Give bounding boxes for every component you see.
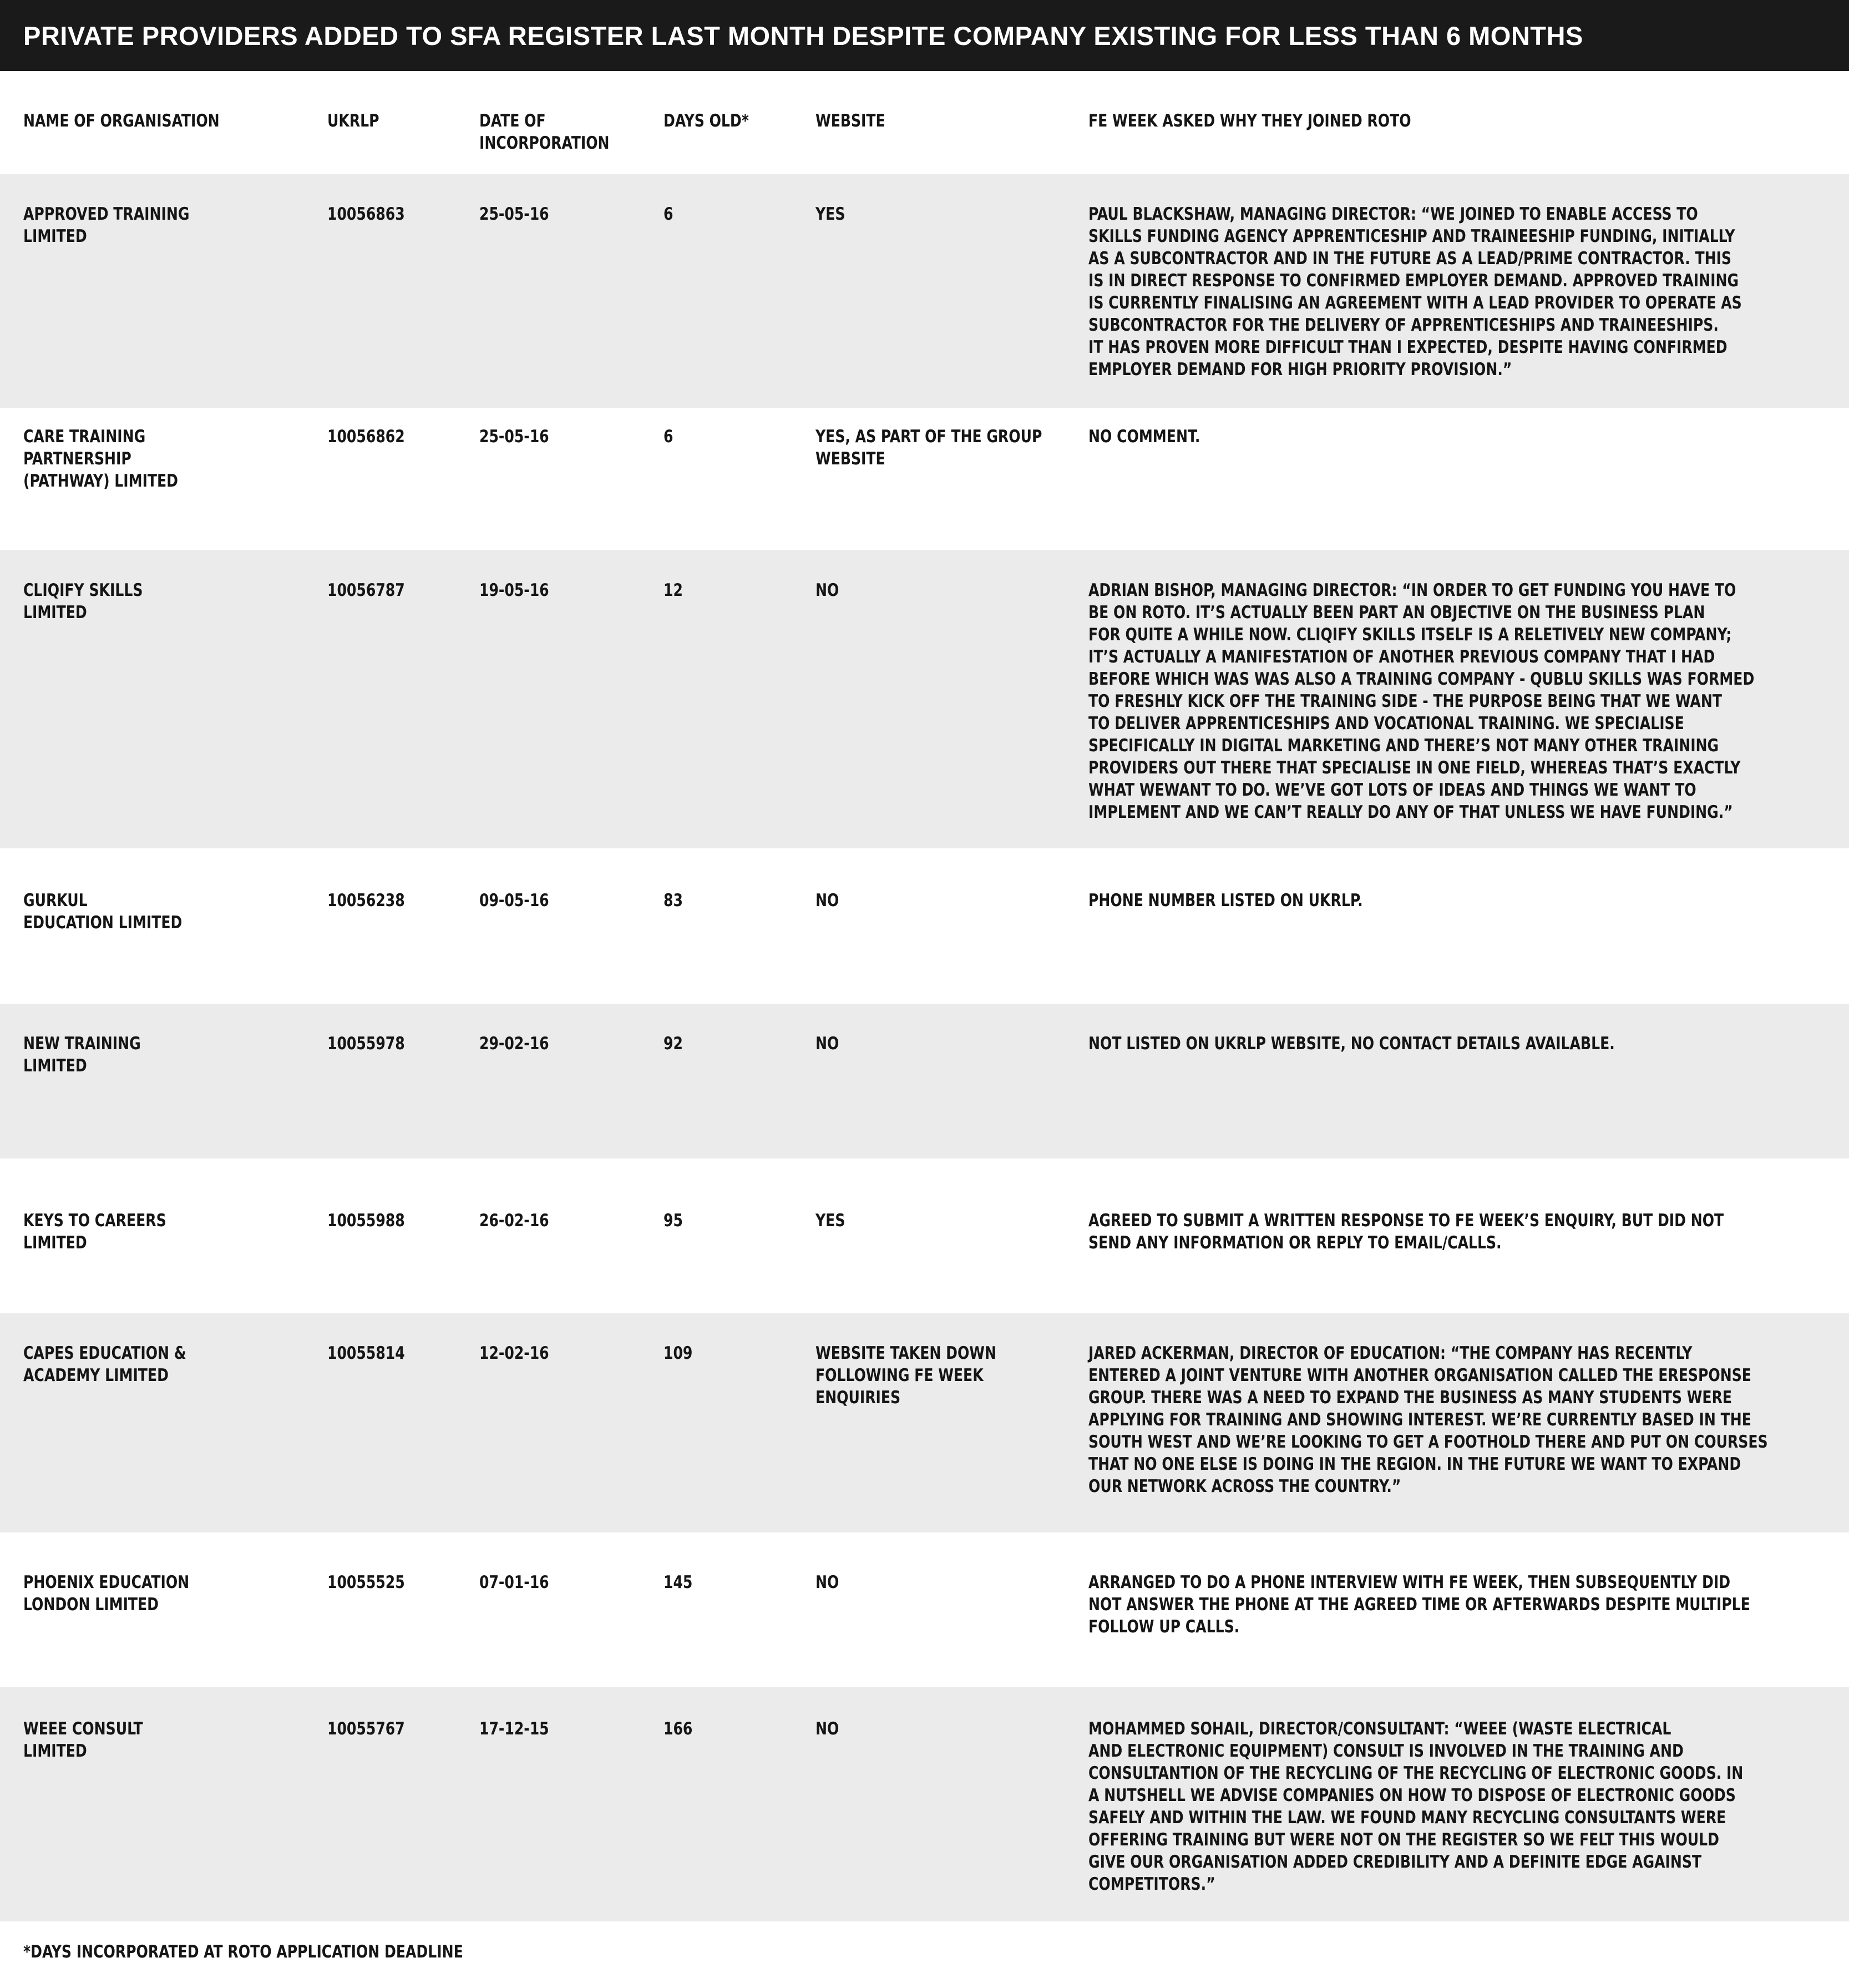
cell-ukrlp: 10056862 bbox=[327, 427, 405, 447]
cell-website: NO bbox=[815, 1719, 839, 1739]
cell-website: NO bbox=[815, 580, 839, 600]
cell-date: 19-05-16 bbox=[479, 580, 549, 600]
cell-comment: JARED ACKERMAN, DIRECTOR OF EDUCATION: “THE COMPANY HAS RECENTLY ENTERED A JOINT VENTURE WITH ANOTHER ORGANISATION CALLED THE ERESPONSE GROUP. THERE WAS A NEED TO EXPAND THE BUSINESS AS MANY STUDENTS WERE APPLYING FOR TRAINING AND SHOWING INTEREST. WE’RE CURRENTLY BASED IN THE SOUTH WEST AND WE’RE LOOKING TO GET A FOOTHOLD THERE AND PUT ON COURSES THAT NO ONE ELSE IS DOING IN THE REGION. IN THE FUTURE WE WANT TO EXPAND OUR NETWORK ACROSS THE COUNTRY.” bbox=[1088, 1343, 1768, 1496]
cell-organisation: GURKUL EDUCATION LIMITED bbox=[23, 891, 183, 933]
header-ukrlp: UKRLP bbox=[327, 111, 379, 131]
table-row bbox=[0, 174, 1849, 408]
cell-website: WEBSITE TAKEN DOWN FOLLOWING FE WEEK ENQUIRIES bbox=[815, 1343, 997, 1408]
cell-days-old: 12 bbox=[663, 580, 683, 600]
cell-ukrlp: 10056863 bbox=[327, 204, 405, 224]
cell-ukrlp: 10055767 bbox=[327, 1719, 405, 1739]
cell-comment: MOHAMMED SOHAIL, DIRECTOR/CONSULTANT: “WEEE (WASTE ELECTRICAL AND ELECTRONIC EQUIPMENT) CONSULT IS INVOLVED IN THE TRAINING AND CONSULTANTION OF THE RECYCLING OF THE RECYCLING OF ELECTRONIC GOODS. IN A NUTSHELL WE ADVISE COMPANIES ON HOW TO DISPOSE OF ELECTRONIC GOODS SAFELY AND WITHIN THE LAW. WE FOUND MANY RECYCLING CONSULTANTS WERE OFFERING TRAINING BUT WERE NOT ON THE REGISTER SO WE FELT THIS WOULD GIVE OUR ORGANISATION ADDED CREDIBILITY AND A DEFINITE EDGE AGAINST COMPETITORS.” bbox=[1088, 1719, 1744, 1894]
cell-ukrlp: 10055978 bbox=[327, 1034, 405, 1054]
cell-website: YES bbox=[815, 1211, 845, 1231]
cell-days-old: 6 bbox=[663, 427, 673, 447]
cell-organisation: APPROVED TRAINING LIMITED bbox=[23, 204, 190, 246]
cell-date: 09-05-16 bbox=[479, 891, 549, 910]
cell-date: 12-02-16 bbox=[479, 1343, 549, 1363]
table-row bbox=[0, 1159, 1849, 1313]
table-row bbox=[0, 1532, 1849, 1687]
cell-date: 25-05-16 bbox=[479, 204, 549, 224]
cell-date: 25-05-16 bbox=[479, 427, 549, 447]
cell-ukrlp: 10056787 bbox=[327, 580, 405, 600]
table-row bbox=[0, 1004, 1849, 1159]
cell-organisation: WEEE CONSULT LIMITED bbox=[23, 1719, 143, 1761]
cell-comment: PAUL BLACKSHAW, MANAGING DIRECTOR: “WE JOINED TO ENABLE ACCESS TO SKILLS FUNDING AGENCY APPRENTICESHIP AND TRAINEESHIP FUNDING, INITIALLY AS A SUBCONTRACTOR AND IN THE FUTURE AS A LEAD/PRIME CONTRACTOR. THIS IS IN DIRECT RESPONSE TO CONFIRMED EMPLOYER DEMAND. APPROVED TRAINING IS CURRENTLY FINALISING AN AGREEMENT WITH A LEAD PROVIDER TO OPERATE AS SUBCONTRACTOR FOR THE DELIVERY OF APPRENTICESHIPS AND TRAINEESHIPS. IT HAS PROVEN MORE DIFFICULT THAN I EXPECTED, DESPITE HAVING CONFIRMED EMPLOYER DEMAND FOR HIGH PRIORITY PROVISION.” bbox=[1088, 204, 1742, 380]
cell-ukrlp: 10056238 bbox=[327, 891, 405, 910]
cell-date: 29-02-16 bbox=[479, 1034, 549, 1054]
header-date: DATE OF INCORPORATION bbox=[479, 111, 610, 153]
cell-website: NO bbox=[815, 891, 839, 910]
cell-ukrlp: 10055988 bbox=[327, 1211, 405, 1231]
cell-organisation: PHOENIX EDUCATION LONDON LIMITED bbox=[23, 1572, 190, 1615]
cell-comment: ARRANGED TO DO A PHONE INTERVIEW WITH FE WEEK, THEN SUBSEQUENTLY DID NOT ANSWER THE PHONE AT THE AGREED TIME OR AFTERWARDS DESPITE MULTIPLE FOLLOW UP CALLS. bbox=[1088, 1572, 1750, 1637]
cell-website: NO bbox=[815, 1034, 839, 1054]
cell-ukrlp: 10055814 bbox=[327, 1343, 405, 1363]
cell-website: YES, AS PART OF THE GROUP WEBSITE bbox=[815, 427, 1042, 469]
cell-comment: ADRIAN BISHOP, MANAGING DIRECTOR: “IN ORDER TO GET FUNDING YOU HAVE TO BE ON ROTO. IT’S ACTUALLY BEEN PART AN OBJECTIVE ON THE BUSINESS PLAN FOR QUITE A WHILE NOW. CLIQIFY SKILLS ITSELF IS A RELETIVELY NEW COMPANY; IT’S ACTUALLY A MANIFESTATION OF ANOTHER PREVIOUS COMPANY THAT I HAD BEFORE WHICH WAS WAS ALSO A TRAINING COMPANY - QUBLU SKILLS WAS FORMED TO FRESHLY KICK OFF THE TRAINING SIDE - THE PURPOSE BEING THAT WE WANT TO DELIVER APPRENTICESHIPS AND VOCATIONAL TRAINING. WE SPECIALISE SPECIFICALLY IN DIGITAL MARKETING AND THERE’S NOT MANY OTHER TRAINING PROVIDERS OUT THERE THAT SPECIALISE IN ONE FIELD, WHEREAS THAT’S EXACTLY WHAT WEWANT TO DO. WE’VE GOT LOTS OF IDEAS AND THINGS WE WANT TO IMPLEMENT AND WE CAN’T REALLY DO ANY OF THAT UNLESS WE HAVE FUNDING.” bbox=[1088, 580, 1755, 822]
header-comment: FE WEEK ASKED WHY THEY JOINED ROTO bbox=[1088, 111, 1411, 131]
cell-days-old: 145 bbox=[663, 1572, 693, 1592]
table-row bbox=[0, 1687, 1849, 1921]
cell-website: YES bbox=[815, 204, 845, 224]
header-website: WEBSITE bbox=[815, 111, 885, 131]
cell-organisation: NEW TRAINING LIMITED bbox=[23, 1034, 141, 1076]
cell-days-old: 6 bbox=[663, 204, 673, 224]
table-row bbox=[0, 848, 1849, 1004]
footnote: *DAYS INCORPORATED AT ROTO APPLICATION DEADLINE bbox=[23, 1942, 463, 1962]
cell-comment: NO COMMENT. bbox=[1088, 427, 1200, 447]
table-row bbox=[0, 408, 1849, 550]
table-title: PRIVATE PROVIDERS ADDED TO SFA REGISTER LAST MONTH DESPITE COMPANY EXISTING FOR LESS THAN 6 MONTHS bbox=[0, 0, 1849, 71]
cell-comment: PHONE NUMBER LISTED ON UKRLP. bbox=[1088, 891, 1363, 910]
cell-days-old: 95 bbox=[663, 1211, 683, 1231]
cell-days-old: 83 bbox=[663, 891, 683, 910]
cell-organisation: CAPES EDUCATION & ACADEMY LIMITED bbox=[23, 1343, 186, 1385]
cell-organisation: CARE TRAINING PARTNERSHIP (PATHWAY) LIMITED bbox=[23, 427, 179, 491]
cell-date: 26-02-16 bbox=[479, 1211, 549, 1231]
cell-organisation: CLIQIFY SKILLS LIMITED bbox=[23, 580, 143, 623]
cell-comment: AGREED TO SUBMIT A WRITTEN RESPONSE TO FE WEEK’S ENQUIRY, BUT DID NOT SEND ANY INFORMATION OR REPLY TO EMAIL/CALLS. bbox=[1088, 1211, 1724, 1253]
table-header-row bbox=[0, 71, 1849, 174]
cell-days-old: 166 bbox=[663, 1719, 693, 1739]
cell-organisation: KEYS TO CAREERS LIMITED bbox=[23, 1211, 166, 1253]
cell-days-old: 109 bbox=[663, 1343, 693, 1363]
cell-comment: NOT LISTED ON UKRLP WEBSITE, NO CONTACT DETAILS AVAILABLE. bbox=[1088, 1034, 1615, 1054]
table-row bbox=[0, 1313, 1849, 1532]
cell-days-old: 92 bbox=[663, 1034, 683, 1054]
cell-ukrlp: 10055525 bbox=[327, 1572, 405, 1592]
header-days-old: DAYS OLD* bbox=[663, 111, 749, 131]
cell-date: 17-12-15 bbox=[479, 1719, 549, 1739]
header-name: NAME OF ORGANISATION bbox=[23, 111, 220, 131]
cell-date: 07-01-16 bbox=[479, 1572, 549, 1592]
table-row bbox=[0, 550, 1849, 848]
cell-website: NO bbox=[815, 1572, 839, 1592]
